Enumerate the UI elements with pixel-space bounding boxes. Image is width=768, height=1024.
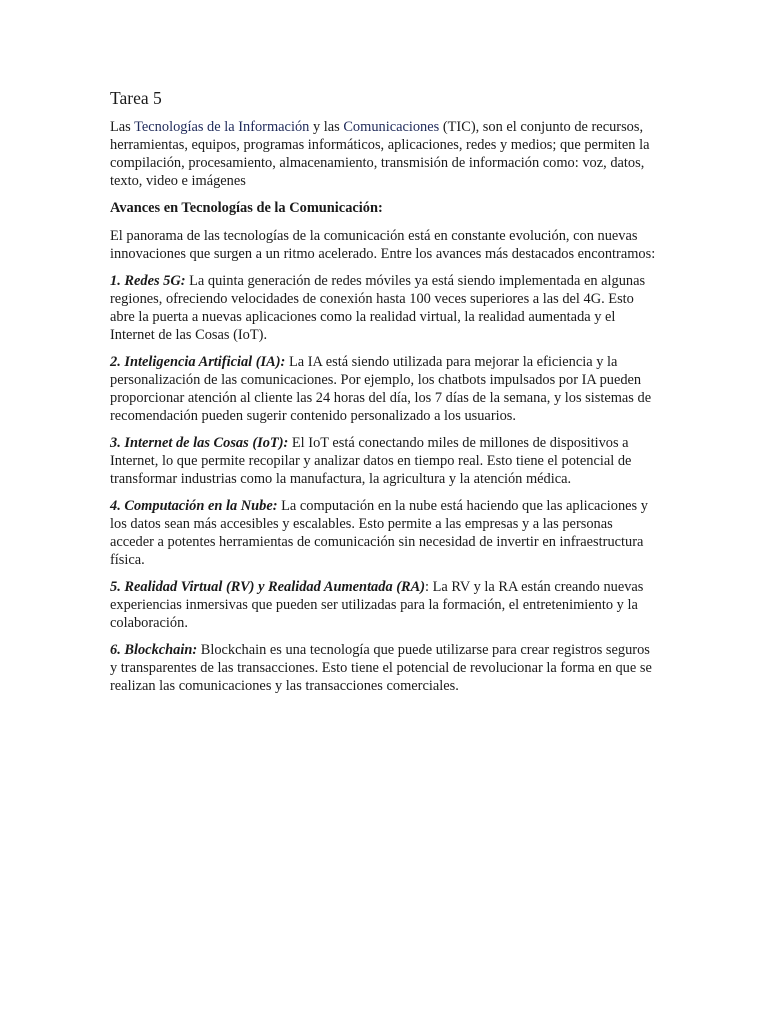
list-item — [110, 353, 660, 425]
item-title: 5. Realidad Virtual (RV) y Realidad Aumentada (RA) — [110, 579, 426, 595]
item-title: 3. Internet de las Cosas (IoT): — [110, 435, 289, 451]
link-comunicaciones[interactable]: Comunicaciones — [343, 119, 440, 135]
item-text: La computación en la nube está haciendo que las aplicaciones y los datos sean más accesibles y escalables. Esto permite a las empresas y a las personas acceder a potentes herramientas de comunicación sin necesidad de invertir en infraestructura física. — [110, 498, 648, 568]
section-intro: El panorama de las tecnologías de la comunicación está en constante evolución, con nuevas innovaciones que surgen a un ritmo acelerado. Entre los avances más destacados encontramos: — [110, 228, 656, 262]
list-item — [110, 578, 660, 632]
page-title: Tarea 5 — [110, 88, 162, 108]
item-text: El IoT está conectando miles de millones de dispositivos a Internet, lo que permite recopilar y analizar datos en tiempo real. Esto tiene el potencial de transformar industrias como la manufactura, la agricultura y la atención médica. — [110, 435, 632, 487]
intro-paragraph — [110, 118, 660, 190]
item-text: La quinta generación de redes móviles ya está siendo implementada en algunas regiones, ofreciendo velocidades de conexión hasta 100 veces superiores a las del 4G. Esto abre la puerta a nuevas aplicaciones como la realidad virtual, la realidad aumentada y el Internet de las Cosas (IoT). — [110, 273, 646, 343]
list-item — [110, 434, 660, 488]
list-item — [110, 272, 660, 344]
item-text: La IA está siendo utilizada para mejorar la eficiencia y la personalización de las comunicaciones. Por ejemplo, los chatbots impulsados por IA pueden proporcionar atención al cliente las 24 horas del día, los 7 días de la semana, y los sistemas de recomendación pueden sugerir contenido personalizado a los usuarios. — [110, 354, 652, 424]
item-title: 2. Inteligencia Artificial (IA): — [110, 354, 286, 370]
item-title: 6. Blockchain: — [110, 642, 198, 658]
item-title: 1. Redes 5G: — [110, 273, 186, 289]
document-page — [110, 88, 660, 704]
intro-text-2: y las — [309, 119, 344, 135]
item-title: 4. Computación en la Nube: — [110, 498, 278, 514]
intro-text-1: Las — [110, 119, 135, 135]
list-item — [110, 641, 660, 695]
item-text: : La RV y la RA están creando nuevas experiencias inmersivas que pueden ser utilizadas para la formación, el entretenimiento y la colaboración. — [110, 579, 644, 631]
item-text: Blockchain es una tecnología que puede utilizarse para crear registros seguros y transparentes de las transacciones. Esto tiene el potencial de revolucionar la forma en que se realizan las comunicaciones y las transacciones comerciales. — [110, 642, 652, 694]
intro-text-3: (TIC), son el conjunto de recursos, herramientas, equipos, programas informáticos, aplicaciones, redes y medios; que permiten la compilación, procesamiento, almacenamiento, transmisión de información como: voz, datos, texto, video e imágenes — [110, 119, 650, 189]
section-heading: Avances en Tecnologías de la Comunicación: — [110, 200, 383, 216]
list-item — [110, 497, 660, 569]
link-tecnologias-informacion[interactable]: Tecnologías de la Información — [134, 119, 310, 135]
